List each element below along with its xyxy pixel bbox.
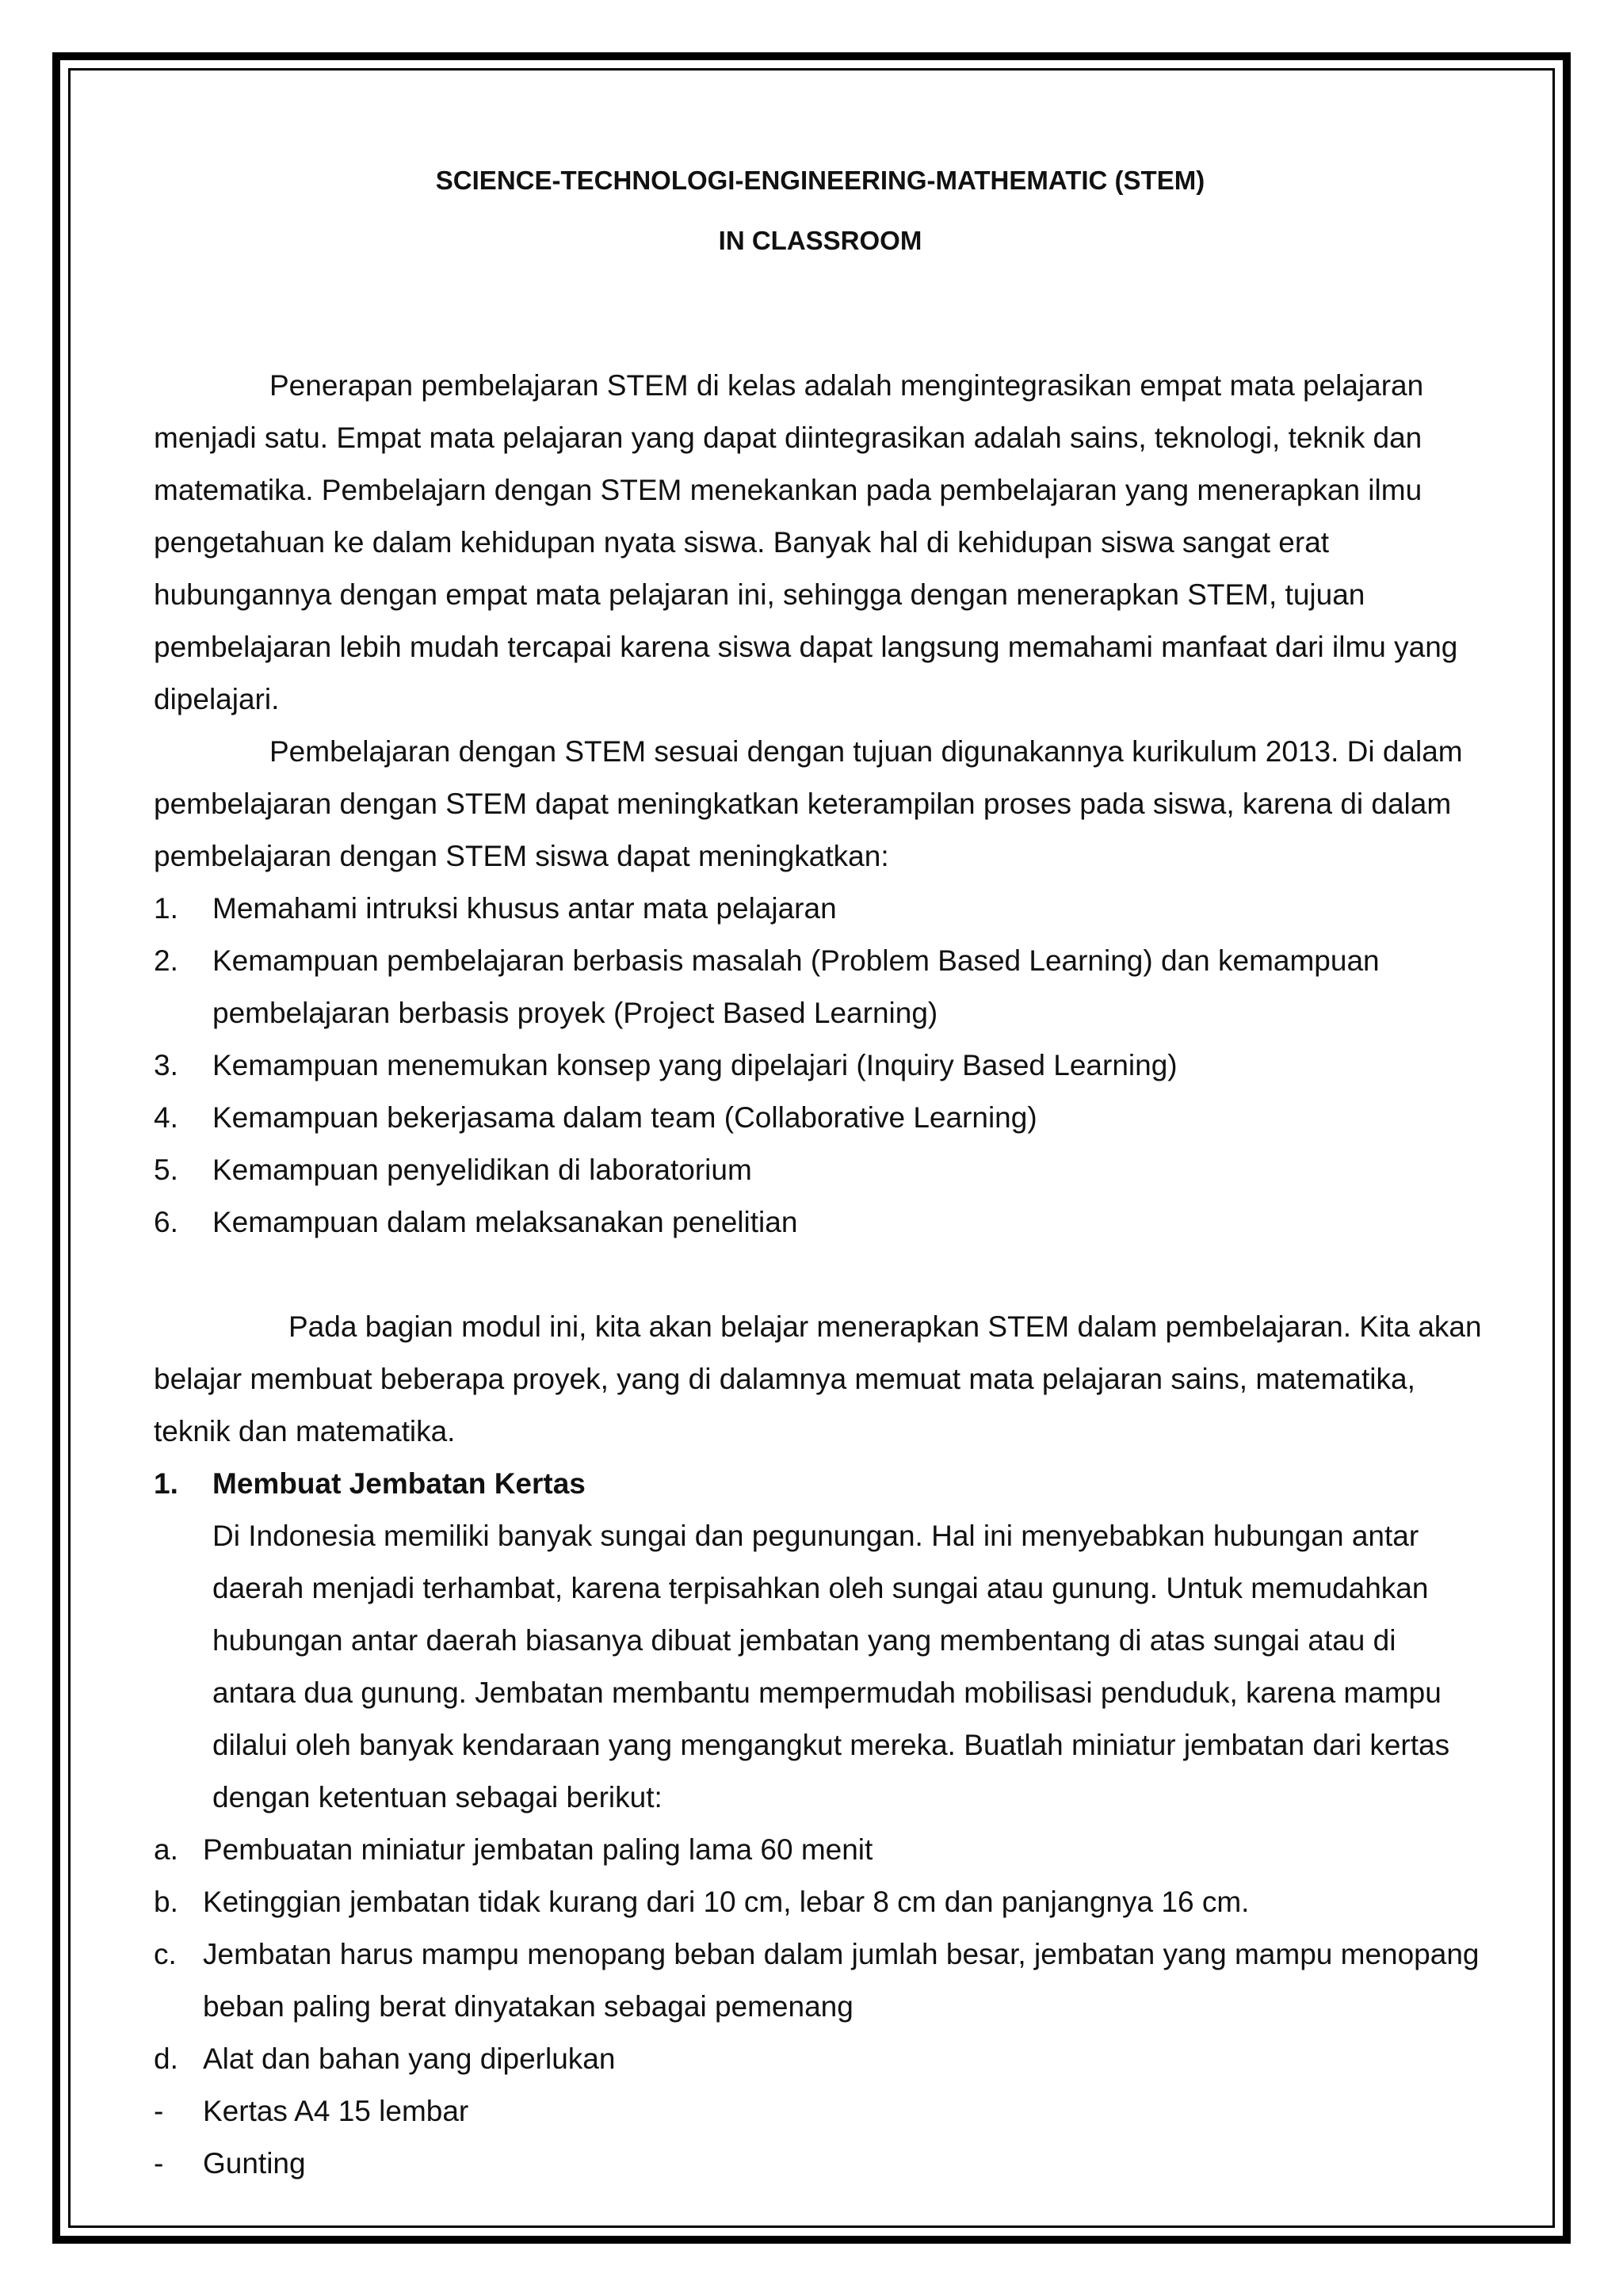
list-marker: - — [154, 2095, 164, 2127]
paragraph-module: Pada bagian modul ini, kita akan belajar menerapkan STEM dalam pembelajaran. Kita akan belajar membuat beberapa proyek, yang di dalamnya memuat mata pelajaran sains, matematika, teknik dan matematika. — [154, 1310, 1482, 1447]
list-item-text: Kemampuan dalam melaksanakan penelitian — [212, 1206, 798, 1238]
list-marker: c. — [154, 1938, 177, 1970]
list-item — [154, 1196, 1487, 1249]
materials-list — [154, 2085, 1487, 2190]
list-item-text: Memahami intruksi khusus antar mata pelajaran — [212, 892, 837, 925]
list-item — [154, 1876, 1487, 1928]
document-title-line2: IN CLASSROOM — [718, 226, 922, 255]
rules-list — [154, 1824, 1487, 2085]
list-marker: 2. — [154, 944, 178, 977]
list-marker: 5. — [154, 1154, 178, 1186]
list-item — [154, 1039, 1487, 1092]
list-item-text: Ketinggian jembatan tidak kurang dari 10 cm, lebar 8 cm dan panjangnya 16 cm. — [203, 1886, 1250, 1918]
skills-list — [154, 883, 1487, 1249]
list-item-text: Alat dan bahan yang diperlukan — [203, 2042, 616, 2075]
list-item — [154, 883, 1487, 935]
list-item — [154, 935, 1487, 1039]
section-body: Di Indonesia memiliki banyak sungai dan pegunungan. Hal ini menyebabkan hubungan antar daerah menjadi terhambat, karena terpisahkan oleh sungai atau gunung. Untuk memudahkan hubungan antar daerah biasanya dibuat jembatan yang membentang di atas sungai atau di antara dua gunung. Jembatan membantu mempermudah mobilisasi penduduk, karena mampu dilalui oleh banyak kendaraan yang mengangkut mereka. Buatlah miniatur jembatan dari kertas dengan ketentuan sebagai berikut: — [212, 1520, 1450, 1814]
list-item — [154, 1092, 1487, 1144]
list-item-text: Pembuatan miniatur jembatan paling lama 60 menit — [203, 1833, 873, 1866]
list-marker: 6. — [154, 1206, 178, 1238]
list-marker: 1. — [154, 892, 178, 925]
paragraph-intro: Penerapan pembelajaran STEM di kelas adalah mengintegrasikan empat mata pelajaran menjadi satu. Empat mata pelajaran yang dapat diintegrasikan adalah sains, teknologi, teknik dan matematika. Pembelajarn dengan STEM menekankan pada pembelajaran yang menerapkan ilmu pengetahuan ke dalam kehidupan nyata siswa. Banyak hal di kehidupan siswa sangat erat hubungannya dengan empat mata pelajaran ini, sehingga dengan menerapkan STEM, tujuan pembelajaran lebih mudah tercapai karena siswa dapat langsung memahami manfaat dari ilmu yang dipelajari. — [154, 369, 1458, 715]
document-title-line1: SCIENCE-TECHNOLOGI-ENGINEERING-MATHEMATIC (STEM) — [435, 166, 1205, 195]
list-item — [154, 1928, 1487, 2033]
list-item-text: Gunting — [203, 2147, 306, 2180]
list-item — [154, 1824, 1487, 1876]
blank-line — [154, 1249, 1487, 1301]
list-item — [154, 2138, 1487, 2190]
list-marker: 4. — [154, 1101, 178, 1134]
section-heading-text: Membuat Jembatan Kertas — [212, 1467, 586, 1500]
paragraph-curriculum: Pembelajaran dengan STEM sesuai dengan tujuan digunakannya kurikulum 2013. Di dalam pembelajaran dengan STEM dapat meningkatkan keterampilan proses pada siswa, karena di dalam pembelajaran dengan STEM siswa dapat meningkatkan: — [154, 735, 1463, 872]
list-item — [154, 2033, 1487, 2085]
list-item-text: Kertas A4 15 lembar — [203, 2095, 469, 2127]
list-marker: d. — [154, 2042, 178, 2075]
list-item-text: Jembatan harus mampu menopang beban dalam jumlah besar, jembatan yang mampu menopang beban paling berat dinyatakan sebagai pemenang — [203, 1938, 1480, 2023]
list-item-text: Kemampuan penyelidikan di laboratorium — [212, 1154, 752, 1186]
list-marker: - — [154, 2147, 164, 2180]
title-spacer — [154, 271, 1487, 360]
document-body — [154, 151, 1487, 2190]
list-item-text: Kemampuan bekerjasama dalam team (Collaborative Learning) — [212, 1101, 1037, 1134]
section-marker: 1. — [154, 1467, 178, 1500]
list-marker: 3. — [154, 1049, 178, 1081]
list-marker: a. — [154, 1833, 178, 1866]
list-item — [154, 2085, 1487, 2138]
section-heading — [154, 1458, 1487, 1510]
list-item-text: Kemampuan pembelajaran berbasis masalah (Problem Based Learning) dan kemampuan pembelajaran berbasis proyek (Project Based Learning) — [212, 944, 1380, 1029]
list-marker: b. — [154, 1886, 178, 1918]
list-item — [154, 1144, 1487, 1196]
list-item-text: Kemampuan menemukan konsep yang dipelajari (Inquiry Based Learning) — [212, 1049, 1178, 1081]
